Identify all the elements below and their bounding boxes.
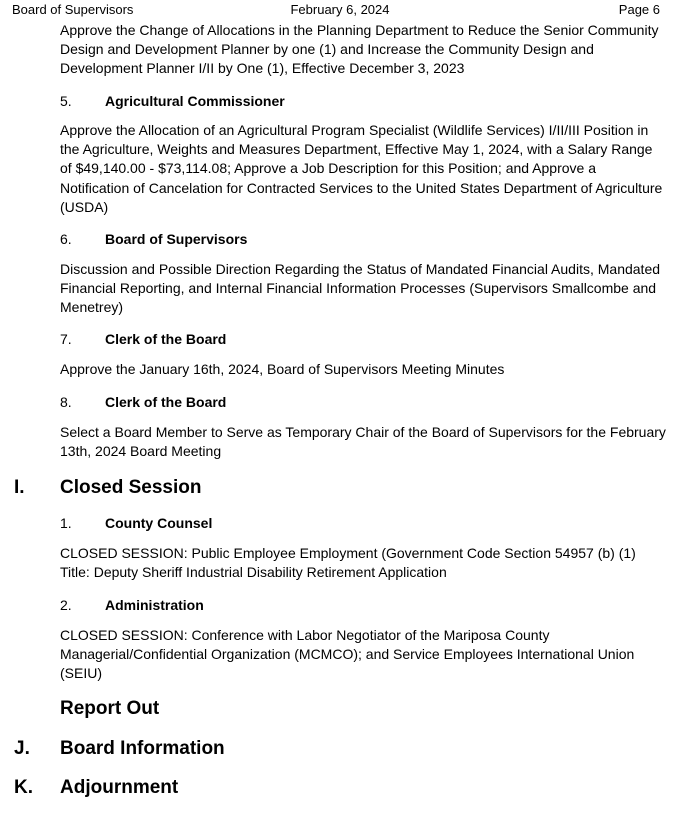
item-number: 2. (60, 597, 72, 613)
agenda-item-7-text: Approve the January 16th, 2024, Board of Supervisors Meeting Minutes (60, 361, 505, 377)
agenda-item-6-text: Discussion and Possible Direction Regarding the Status of Mandated Financial Audits, Mandated Financial Reporting, and Internal Financial Information Processes (Supervisors Smallcombe and Menetrey) (60, 261, 661, 316)
agenda-item-8-text: Select a Board Member to Serve as Temporary Chair of the Board of Supervisors for the February 13th, 2024 Board Meeting (60, 424, 666, 460)
item-number: 1. (60, 515, 72, 531)
agenda-item-5-text: Approve the Allocation of an Agricultural Program Specialist (Wildlife Services) I/II/III Position in the Agriculture, Weights and Measures Department, Effective May 1, 2024, with a Salary Range of $49,140.00 - $73,114.08; Approve a Job Description for this Position; and Approve a Notification of Cancelation for Contracted Services to the United States Department of Agriculture (USDA) (60, 122, 663, 215)
item-number: 5. (60, 93, 72, 109)
item-number: 6. (60, 231, 72, 247)
item-title: Agricultural Commissioner (105, 93, 285, 109)
section-letter: I. (14, 477, 25, 498)
agenda-item-5 (60, 93, 285, 109)
section-letter: K. (14, 777, 33, 798)
header-board-name: Board of Supervisors (12, 2, 134, 17)
report-out-title: Report Out (60, 698, 160, 719)
intro-paragraph: Approve the Change of Allocations in the Planning Department to Reduce the Senior Community Design and Development Planner by one (1) and Increase the Community Design and Development Planner I/II by One (1), Effective December 3, 2023 (60, 22, 659, 77)
item-number: 8. (60, 394, 72, 410)
section-letter: J. (14, 738, 30, 759)
section-title: Adjournment (60, 777, 179, 798)
section-title: Board Information (60, 738, 225, 759)
item-title: Clerk of the Board (105, 394, 227, 410)
closed-item-1-text: CLOSED SESSION: Public Employee Employment (Government Code Section 54957 (b) (1) Title: Deputy Sheriff Industrial Disability Retirement Application (60, 545, 636, 581)
closed-item-1 (60, 515, 212, 531)
header-page-number: Page 6 (618, 2, 660, 17)
section-title: Closed Session (60, 477, 202, 498)
item-title: Clerk of the Board (105, 331, 227, 347)
closed-item-2 (60, 597, 204, 613)
agenda-item-6 (60, 231, 247, 247)
closed-item-2-text: CLOSED SESSION: Conference with Labor Negotiator of the Mariposa County Managerial/Confidential Organization (MCMCO); and Service Employees International Union (SEIU) (60, 627, 635, 682)
agenda-item-8 (60, 394, 226, 410)
item-title: County Counsel (105, 515, 213, 531)
item-number: 7. (60, 331, 72, 347)
item-title: Administration (105, 597, 204, 613)
header-date: February 6, 2024 (290, 2, 390, 17)
item-title: Board of Supervisors (105, 231, 248, 247)
agenda-item-7 (60, 331, 226, 347)
